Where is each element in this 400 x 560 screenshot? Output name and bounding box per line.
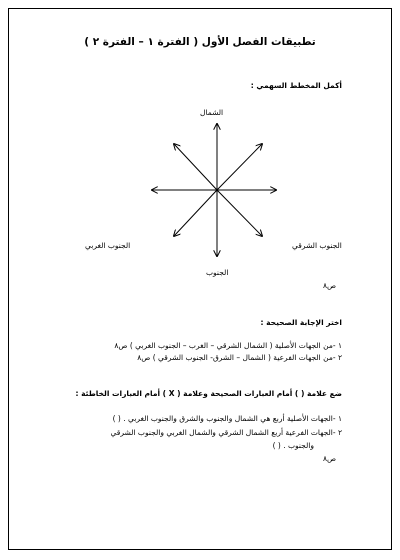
question-item: ٢ -من الجهات الفرعية ( الشمال – الشرق- الجنوب الشرقي ) ص٨ bbox=[137, 353, 342, 362]
page-reference: ص٨ bbox=[323, 454, 337, 463]
arrow-northeast bbox=[217, 144, 262, 190]
compass-label-south: الجنوب bbox=[206, 268, 229, 277]
compass-label-north: الشمال bbox=[200, 108, 224, 117]
section-heading-true-false: ضع علامة ( ) أمام العبارات الصحيحة وعلامة ( X ) أمام العبارات الخاطئة : bbox=[75, 389, 342, 398]
arrow-southeast bbox=[217, 190, 262, 236]
compass-label-southeast: الجنوب الشرقي bbox=[292, 241, 342, 250]
arrow-southwest bbox=[174, 190, 217, 236]
true-false-item-continuation: والجنوب . ( ) bbox=[272, 441, 314, 450]
compass-arrow-diagram bbox=[140, 120, 280, 260]
arrow-northwest bbox=[174, 144, 217, 190]
page-reference: ص٨ bbox=[323, 281, 337, 290]
section-heading-arrow-diagram: أكمل المخطط السهمي : bbox=[250, 81, 342, 90]
true-false-item: ٢ -الجهات الفرعية أربع الشمال الشرقي والشمال الغربي والجنوب الشرقي bbox=[110, 428, 342, 437]
page-title: تطبيقات الفصل الأول ( الفترة ١ – الفترة ٢ ) bbox=[84, 36, 316, 48]
question-item: ١ -من الجهات الأصلية ( الشمال الشرقي – الغرب – الجنوب الغربي ) ص٨ bbox=[114, 341, 342, 350]
section-heading-multiple-choice: اختر الإجابة الصحيحة : bbox=[260, 318, 342, 327]
true-false-item: ١ -الجهات الأصلية أربع هي الشمال والجنوب والشرق والجنوب الغربي . ( ) bbox=[112, 414, 342, 423]
compass-label-southwest: الجنوب الغربي bbox=[85, 241, 131, 250]
